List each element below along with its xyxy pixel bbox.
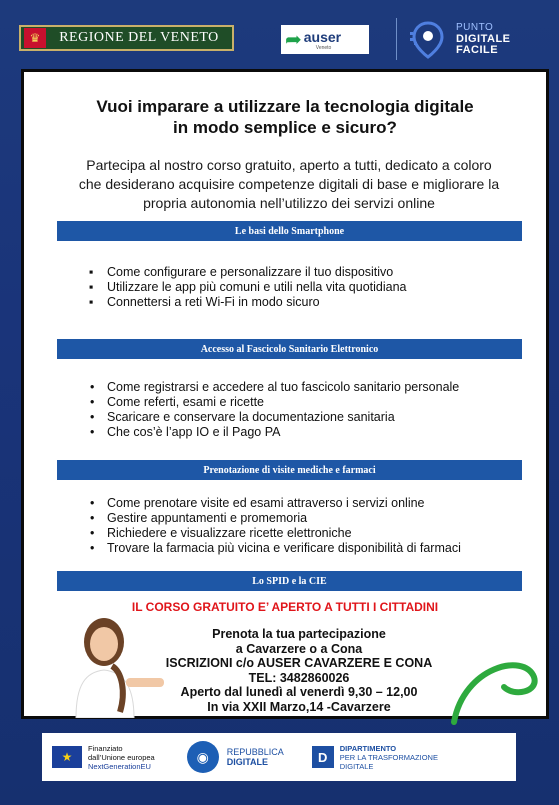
eu-line-2: dall’Unione europea [88,752,155,762]
pdf-line1: PUNTO [456,22,494,34]
auser-logo [281,25,369,54]
contact-info [139,627,459,714]
header-divider [396,18,397,60]
free-course-notice: IL CORSO GRATUITO E’ APERTO A TUTTI I CITTADINI [131,600,439,614]
headline-line-1: Vuoi imparare a utilizzare la tecnologia digitale [96,97,474,116]
section-bar-spid: Lo SPID e la CIE [57,571,522,591]
contact-line: Prenota la tua partecipazione [212,627,386,641]
auser-logo-text: auser [303,28,342,45]
auser-green-arc-icon [444,647,544,727]
flyer-intro [44,156,534,213]
list-item: ▪ Utilizzare le app più comuni e utili nella vita quotidiana [104,280,524,295]
section-list-smartphone [104,265,524,310]
contact-line: In via XXII Marzo,14 -Cavarzere [207,699,391,714]
rep-line-2: DIGITALE [226,757,269,767]
section-bar-smartphone: Le basi dello Smartphone [57,221,522,241]
section-list-prenotazione [104,496,524,556]
list-item: • Richiedere e visualizzare ricette elettroniche [104,526,524,541]
list-item: • Trovare la farmacia più vicina e verificare disponibilità di farmaci [104,541,524,556]
section-bar-fascicolo: Accesso al Fascicolo Sanitario Elettronico [57,339,522,359]
section-bar-prenotazione: Prenotazione di visite mediche e farmaci [57,460,522,480]
flyer-card [21,69,549,719]
rep-line-1: REPUBBLICA [226,747,284,757]
regione-veneto-text: REGIONE DEL VENETO [59,30,219,45]
repubblica-digitale-logo [187,741,284,773]
punto-digitale-facile-logo [408,18,548,62]
dip-line-1: DIPARTIMENTO [339,743,397,753]
contact-line: ISCRIZIONI c/o AUSER CAVARZERE E CONA [165,656,433,670]
eu-line-1: Finanziato [88,743,123,753]
list-item: • Gestire appuntamenti e promemoria [104,511,524,526]
contact-line: a Cavarzere o a Cona [235,641,363,656]
section-list-fascicolo [104,380,524,440]
list-item: • Come referti, esami e ricette [104,395,524,410]
headline-line-2: in modo semplice e sicuro? [173,118,397,137]
eu-funding-logo [52,744,155,771]
italy-map-icon: ◉ [187,741,219,773]
list-item: • Scaricare e conservare la documentazione sanitaria [104,410,524,425]
contact-line: Aperto dal lunedì al venerdì 9,30 – 12,00 [180,685,418,699]
list-item: ▪ Connettersi a reti Wi-Fi in modo sicuro [104,295,524,310]
contact-line: TEL: 3482860026 [248,670,350,685]
list-item: • Come prenotare visite ed esami attraverso i servizi online [104,496,524,511]
dip-line-2: PER LA TRASFORMAZIONE [339,752,438,762]
regione-veneto-logo [19,25,234,51]
auser-logo-sub: Veneto [315,44,332,51]
auser-swoosh-icon: ➦ [285,28,302,51]
lion-crest-icon: ♛ [24,28,46,48]
eu-flag-icon: ★ [52,746,82,768]
pdf-line3: FACILE [456,44,499,57]
eu-line-3: NextGenerationEU [88,761,151,771]
dipartimento-logo [312,744,438,771]
intro-line-3: propria autonomia nell’utilizzo dei servizi online [143,195,435,211]
list-item: • Che cos’è l’app IO e il Pago PA [104,425,524,440]
list-item: ▪ Come configurare e personalizzare il tuo dispositivo [104,265,524,280]
flyer-headline [24,96,546,138]
dip-line-3: DIGITALE [339,761,374,771]
d-icon: D [312,746,334,768]
intro-line-2: che desiderano acquisire competenze digitali di base e migliorare la [78,176,500,192]
funding-footer [42,733,516,781]
list-item: • Come registrarsi e accedere al tuo fascicolo sanitario personale [104,380,524,395]
location-pin-icon [408,20,448,60]
intro-line-1: Partecipa al nostro corso gratuito, aperto a tutti, dedicato a coloro [86,157,492,173]
pdf-line2: DIGITALE [456,32,511,45]
